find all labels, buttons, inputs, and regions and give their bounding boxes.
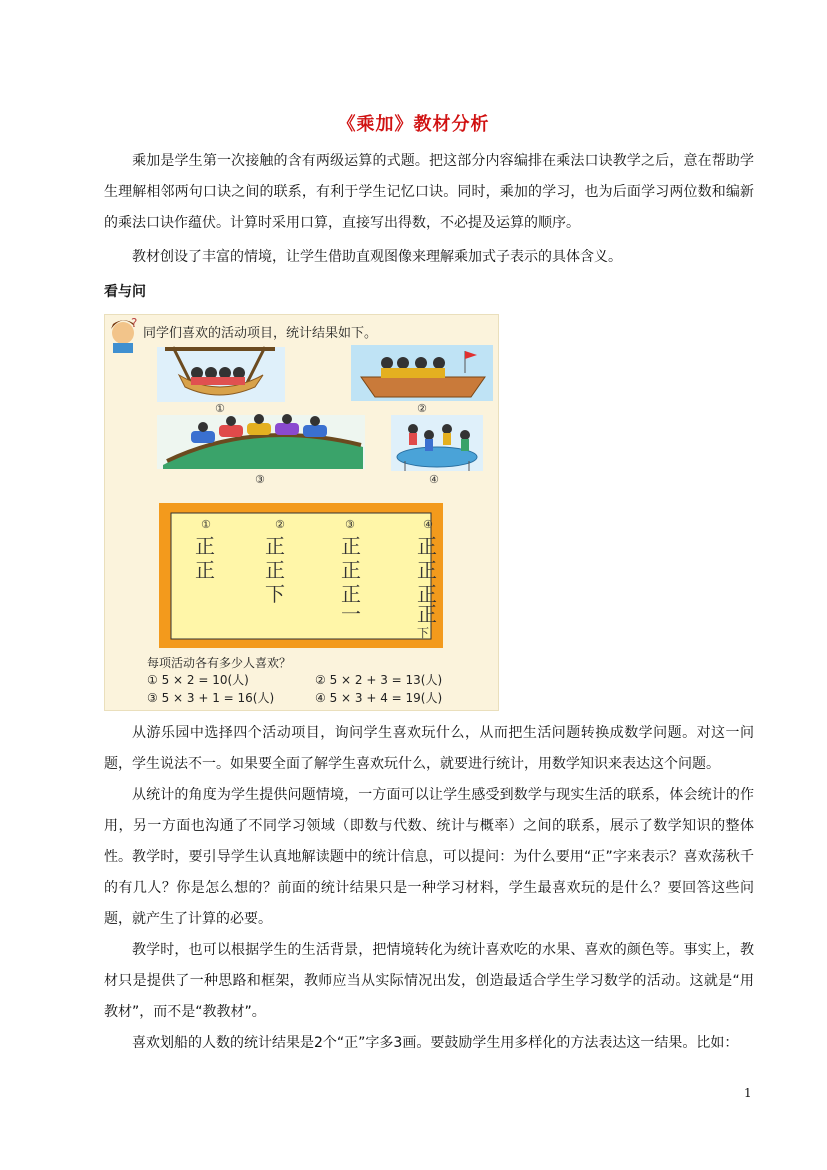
tally-mark: 正	[417, 582, 437, 606]
tally-mark: 正	[195, 534, 215, 558]
tally-mark: 正	[265, 558, 285, 582]
tally-header-4: ④	[423, 518, 433, 531]
rowing-boat-scene-image	[351, 345, 493, 401]
tally-mark: 正	[195, 558, 215, 582]
tally-header-2: ②	[275, 518, 285, 531]
paragraph-rowing-result-text: 喜欢划船的人数的统计结果是2个“正”字多3画。要鼓励学生用多样化的方法表达这一结果。比如：	[132, 1035, 739, 1051]
paragraph-teaching-1-text: 教学时，要引导学生认真地解读题中的统计信息，可以提问：为什么要用“正”字来表示？喜欢荡秋千的有几人？你是怎么想的？前面的统计结果只是一种学习材料，学生最喜欢玩的是什么？要回答这些问题，就产生了计算的必要。	[104, 849, 754, 927]
scene-label-4: ④	[429, 473, 439, 486]
paragraph-teaching-2	[104, 935, 754, 1028]
svg-text:?: ?	[131, 316, 138, 330]
page-number: 1	[744, 1086, 752, 1100]
paragraph-intro-text: 乘加是学生第一次接触的含有两级运算的式题。把这部分内容编排在乘法口诀教学之后，意在帮助学生理解相邻两句口诀之间的联系，有利于学生记忆口诀。同时，乘加的学习，也为后面学习两位数和编新的乘法口诀作蕴伏。计算时采用口算，直接写出得数，不必提及运算的顺序。	[104, 153, 754, 231]
paragraph-scenario	[104, 718, 754, 780]
paragraph-context	[104, 242, 754, 273]
section-heading: 看与问	[104, 284, 146, 300]
tally-mark: 正	[417, 558, 437, 582]
tally-mark: 一	[341, 602, 361, 626]
tally-mark: 正	[417, 534, 437, 558]
tally-mark: 下	[265, 582, 285, 606]
paragraph-teaching-2-text: 教学时，也可以根据学生的生活背景，把情境转化为统计喜欢吃的水果、喜欢的颜色等。事实上，教材只是提供了一种思路和框架，教师应当从实际情况出发，创造最适合学生学习数学的活动。这就是“用教材”，而不是“教教材”。	[104, 942, 754, 1020]
roller-coaster-scene-image	[157, 414, 365, 469]
paragraph-context-text: 教材创设了丰富的情境，让学生借助直观图像来理解乘加式子表示的具体含义。	[132, 249, 622, 265]
scene-label-2: ②	[417, 402, 427, 415]
scene-label-3: ③	[255, 473, 265, 486]
equation-3: ③ 5 × 3 + 1 = 16(人)	[147, 691, 275, 705]
paragraph-intro	[104, 146, 754, 239]
tally-mark: 正	[341, 582, 361, 606]
trampoline-scene-image	[391, 415, 483, 471]
paragraph-scenario-text: 从游乐园中选择四个活动项目，询问学生喜欢玩什么，从而把生活问题转换成数学问题。对这一问题，学生说法不一。如果要全面了解学生喜欢玩什么，就要进行统计，用数学知识来表达这个问题。	[104, 725, 754, 772]
teacher-character-icon	[111, 316, 137, 353]
paragraph-teaching-1	[104, 842, 754, 935]
figure-question: 每项活动各有多少人喜欢？	[147, 656, 292, 670]
tally-header-1: ①	[201, 518, 211, 531]
tally-header-3: ③	[345, 518, 355, 531]
swing-scene-image	[157, 347, 285, 402]
textbook-figure	[104, 314, 499, 711]
speech-text: 同学们喜欢的活动项目，统计结果如下。	[143, 326, 378, 341]
tally-mark: 正	[265, 534, 285, 558]
page-title: 《乘加》教材分析	[337, 114, 490, 135]
tally-mark: 正	[417, 602, 437, 626]
paragraph-rowing-result	[104, 1028, 754, 1059]
equation-4: ④ 5 × 3 + 4 = 19(人)	[315, 691, 443, 705]
tally-mark: 正	[341, 534, 361, 558]
tally-mark: 下	[417, 626, 430, 640]
paragraph-statistics-text: 从统计的角度为学生提供问题情境，一方面可以让学生感受到数学与现实生活的联系，体会统计的作用，另一方面也沟通了不同学习领域（即数与代数、统计与概率）之间的联系，展示了数学知识的整体性。	[104, 787, 754, 865]
tally-mark: 正	[341, 558, 361, 582]
equation-1: ① 5 × 2 = 10(人)	[147, 673, 249, 687]
scene-label-1: ①	[215, 402, 225, 415]
equation-2: ② 5 × 2 + 3 = 13(人)	[315, 673, 443, 687]
